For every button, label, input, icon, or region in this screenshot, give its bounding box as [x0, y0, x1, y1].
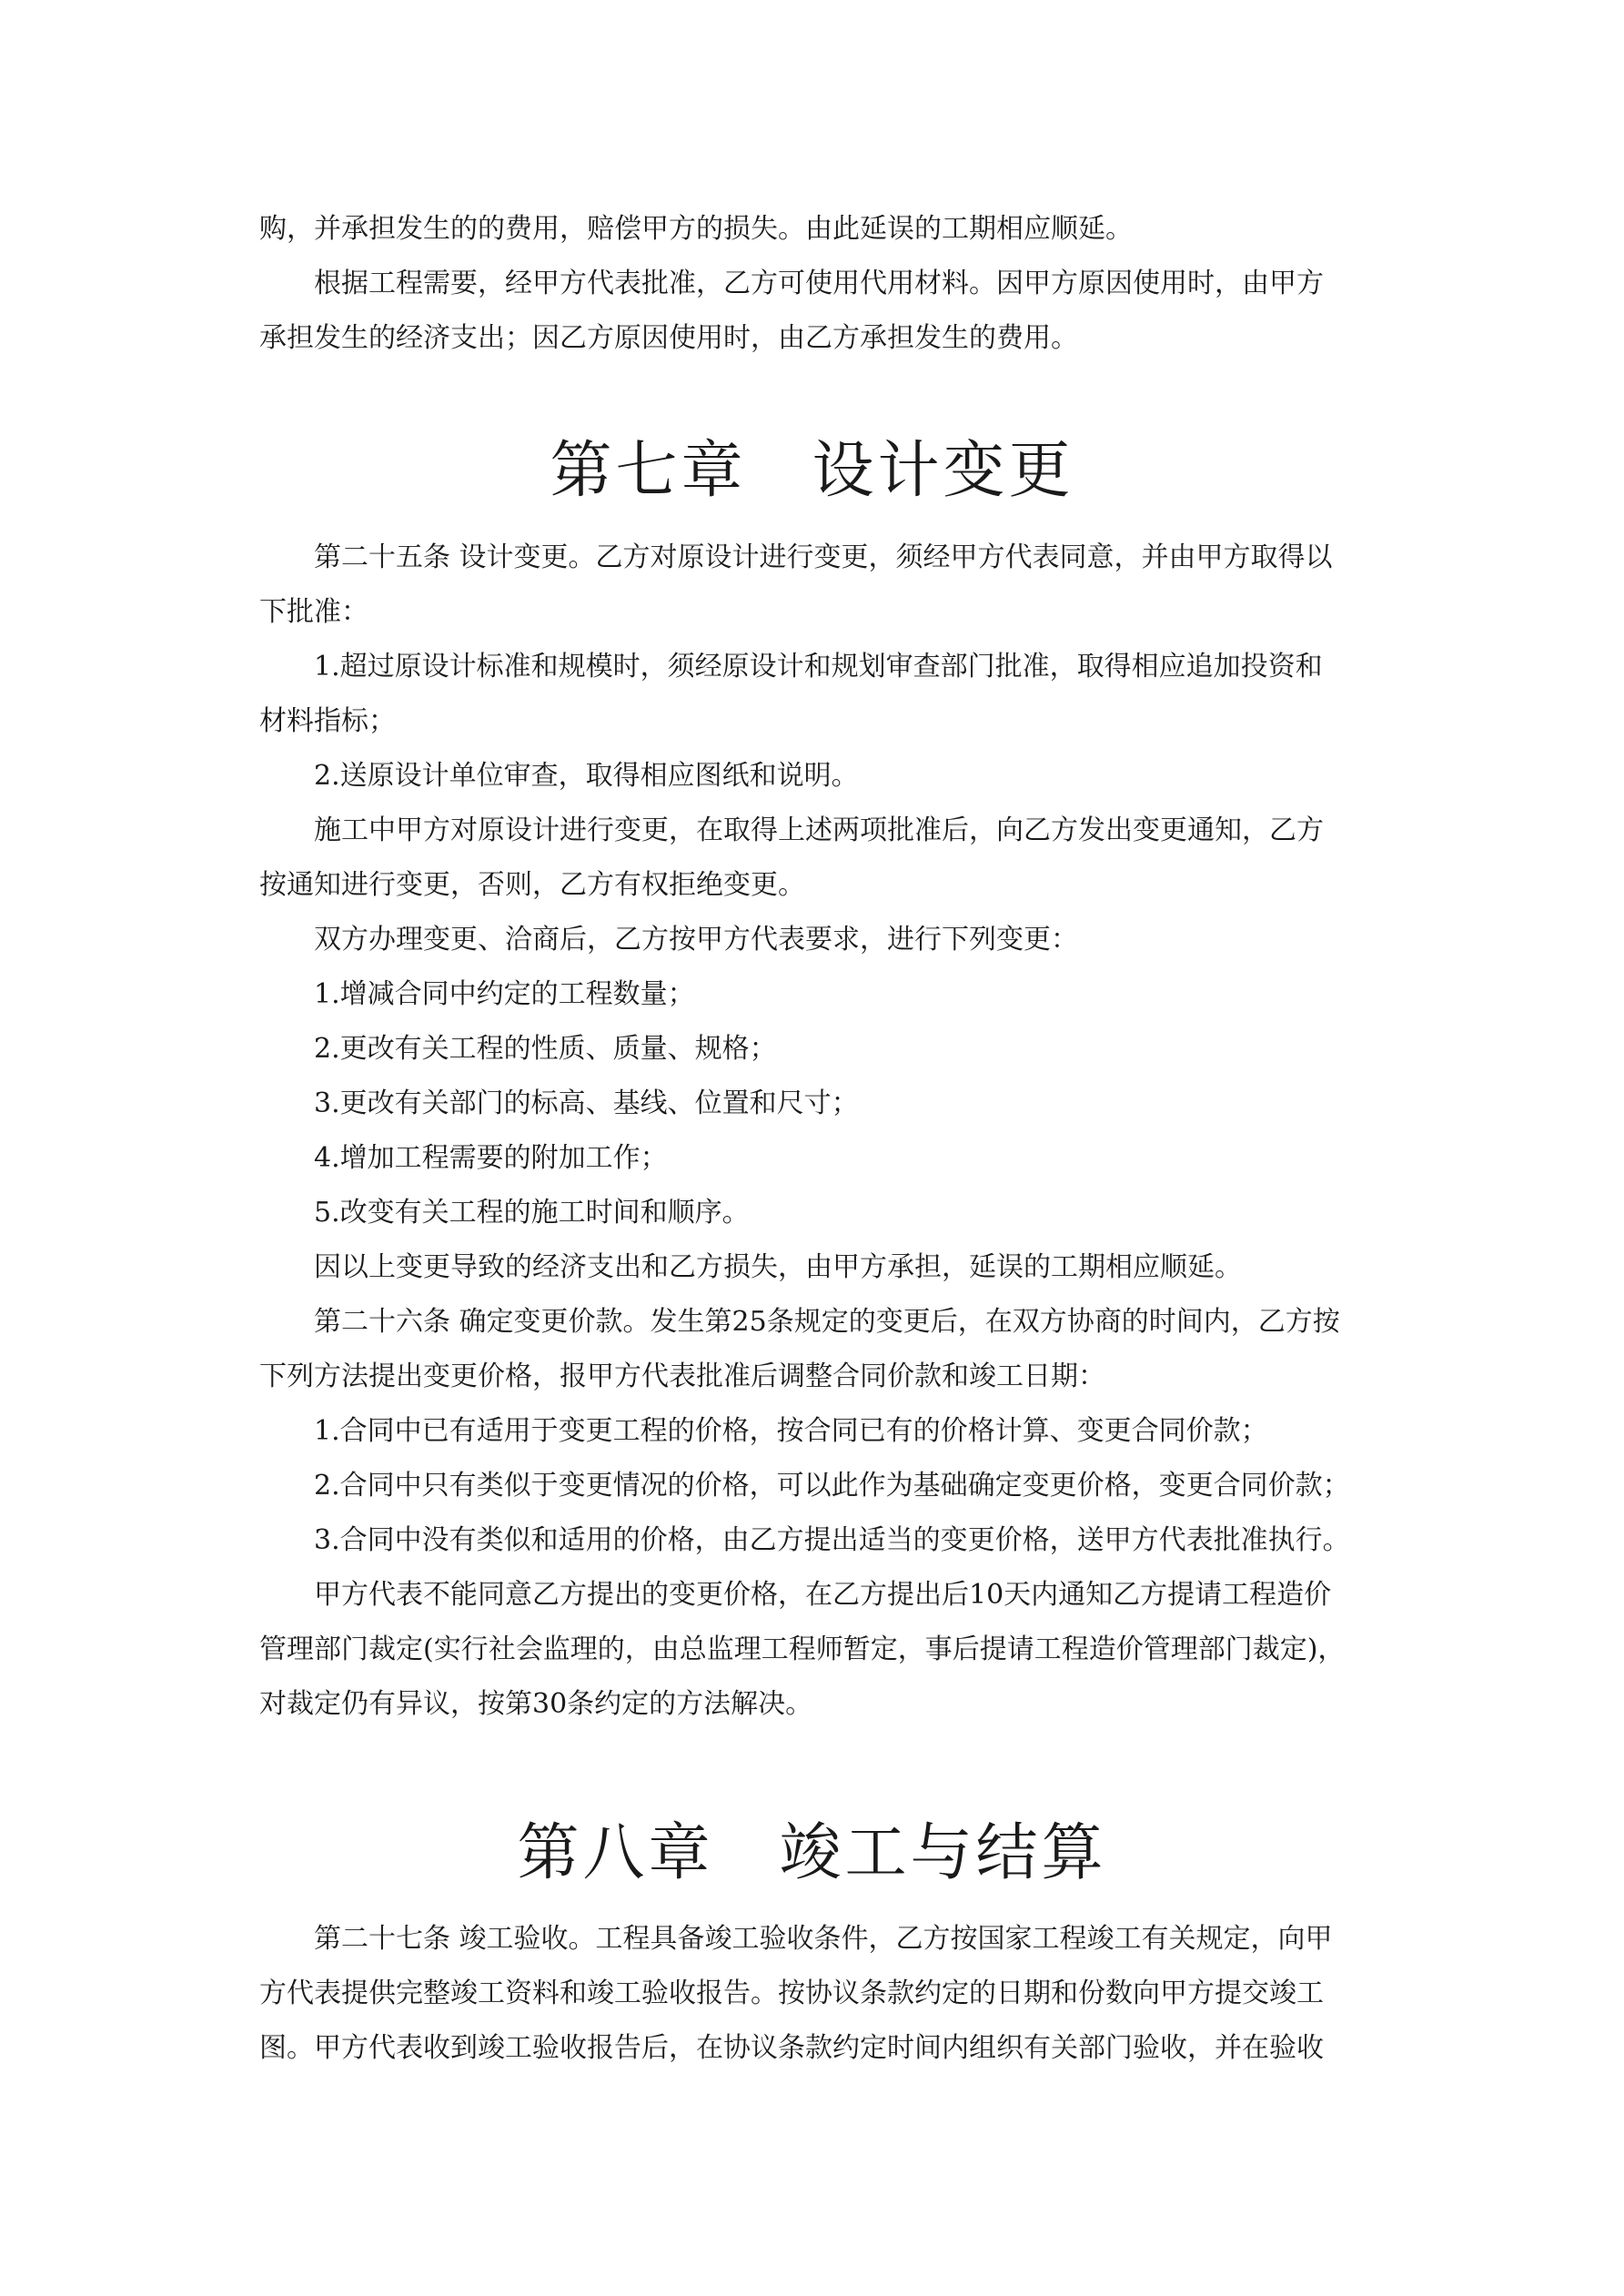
text-line: 甲方代表不能同意乙方提出的变更价格，在乙方提出后10天内通知乙方提请工程造价 [259, 1579, 1332, 1611]
paragraph [259, 804, 1369, 913]
paragraph [259, 531, 1369, 640]
text-line: 因以上变更导致的经济支出和乙方损失，由甲方承担，延误的工期相应顺延。 [259, 1251, 1242, 1283]
paragraph [259, 1295, 1369, 1404]
text-line: 施工中甲方对原设计进行变更，在取得上述两项批准后，向乙方发出变更通知，乙方 [259, 814, 1324, 846]
text-line: 材料指标； [259, 705, 396, 737]
text-line: 4.增加工程需要的附加工作； [259, 1142, 668, 1174]
text-line: 下列方法提出变更价格，报甲方代表批准后调整合同价款和竣工日期： [259, 1360, 1105, 1392]
text-line: 3.更改有关部门的标高、基线、位置和尺寸； [259, 1087, 859, 1119]
text-line: 管理部门裁定(实行社会监理的，由总监理工程师暂定，事后提请工程造价管理部门裁定)， [259, 1633, 1346, 1665]
text-line: 1.超过原设计标准和规模时，须经原设计和规划审查部门批准，取得相应追加投资和 [259, 651, 1323, 683]
text-line: 3.合同中没有类似和适用的价格，由乙方提出适当的变更价格，送甲方代表批准执行。 [259, 1524, 1350, 1556]
list-item [259, 1131, 1369, 1186]
text-line: 承担发生的经济支出；因乙方原因使用时，由乙方承担发生的费用。 [259, 322, 1078, 354]
text-line: 第二十七条 竣工验收。工程具备竣工验收条件，乙方按国家工程竣工有关规定，向甲 [259, 1923, 1333, 1955]
chapter-heading: 第七章 设计变更 [550, 435, 1074, 507]
list-item [259, 1459, 1369, 1513]
text-line: 双方办理变更、洽商后，乙方按甲方代表要求，进行下列变更： [259, 924, 1078, 956]
text-line: 第二十五条 设计变更。乙方对原设计进行变更，须经甲方代表同意，并由甲方取得以 [259, 541, 1333, 573]
text-line: 2.更改有关工程的性质、质量、规格； [259, 1033, 777, 1065]
text-line: 购，并承担发生的的费用，赔偿甲方的损失。由此延误的工期相应顺延。 [259, 213, 1133, 245]
text-line: 根据工程需要，经甲方代表批准，乙方可使用代用材料。因甲方原因使用时，由甲方 [259, 268, 1324, 299]
list-item [259, 1186, 1369, 1240]
text-line: 5.改变有关工程的施工时间和顺序。 [259, 1197, 750, 1229]
text-line: 2.送原设计单位审查，取得相应图纸和说明。 [259, 760, 859, 792]
paragraph [259, 1240, 1369, 1295]
text-line: 1.合同中已有适用于变更工程的价格，按合同已有的价格计算、变更合同价款； [259, 1415, 1268, 1447]
list-item [259, 1404, 1369, 1459]
paragraph [259, 257, 1369, 366]
text-line: 方代表提供完整竣工资料和竣工验收报告。按协议条款约定的日期和份数向甲方提交竣工 [259, 1977, 1324, 2009]
list-item [259, 1513, 1369, 1568]
paragraph [259, 913, 1369, 967]
list-item [259, 1022, 1369, 1077]
text-line: 第二十六条 确定变更价款。发生第25条规定的变更后，在双方协商的时间内，乙方按 [259, 1306, 1340, 1338]
text-line: 1.增减合同中约定的工程数量； [259, 978, 695, 1010]
chapter-heading: 第八章 竣工与结算 [517, 1817, 1107, 1889]
text-line: 图。甲方代表收到竣工验收报告后，在协议条款约定时间内组织有关部门验收，并在验收 [259, 2032, 1324, 2064]
list-item [259, 967, 1369, 1022]
text-line: 2.合同中只有类似于变更情况的价格，可以此作为基础确定变更价格，变更合同价款； [259, 1470, 1350, 1502]
list-item [259, 1077, 1369, 1131]
paragraph [259, 749, 1369, 804]
paragraph [259, 1568, 1369, 1732]
paragraph [259, 1912, 1369, 2076]
text-line: 下批准： [259, 596, 368, 628]
paragraph [259, 640, 1369, 749]
text-line: 对裁定仍有异议，按第30条约定的方法解决。 [259, 1688, 813, 1720]
text-line: 按通知进行变更，否则，乙方有权拒绝变更。 [259, 869, 805, 901]
paragraph [259, 202, 1369, 257]
